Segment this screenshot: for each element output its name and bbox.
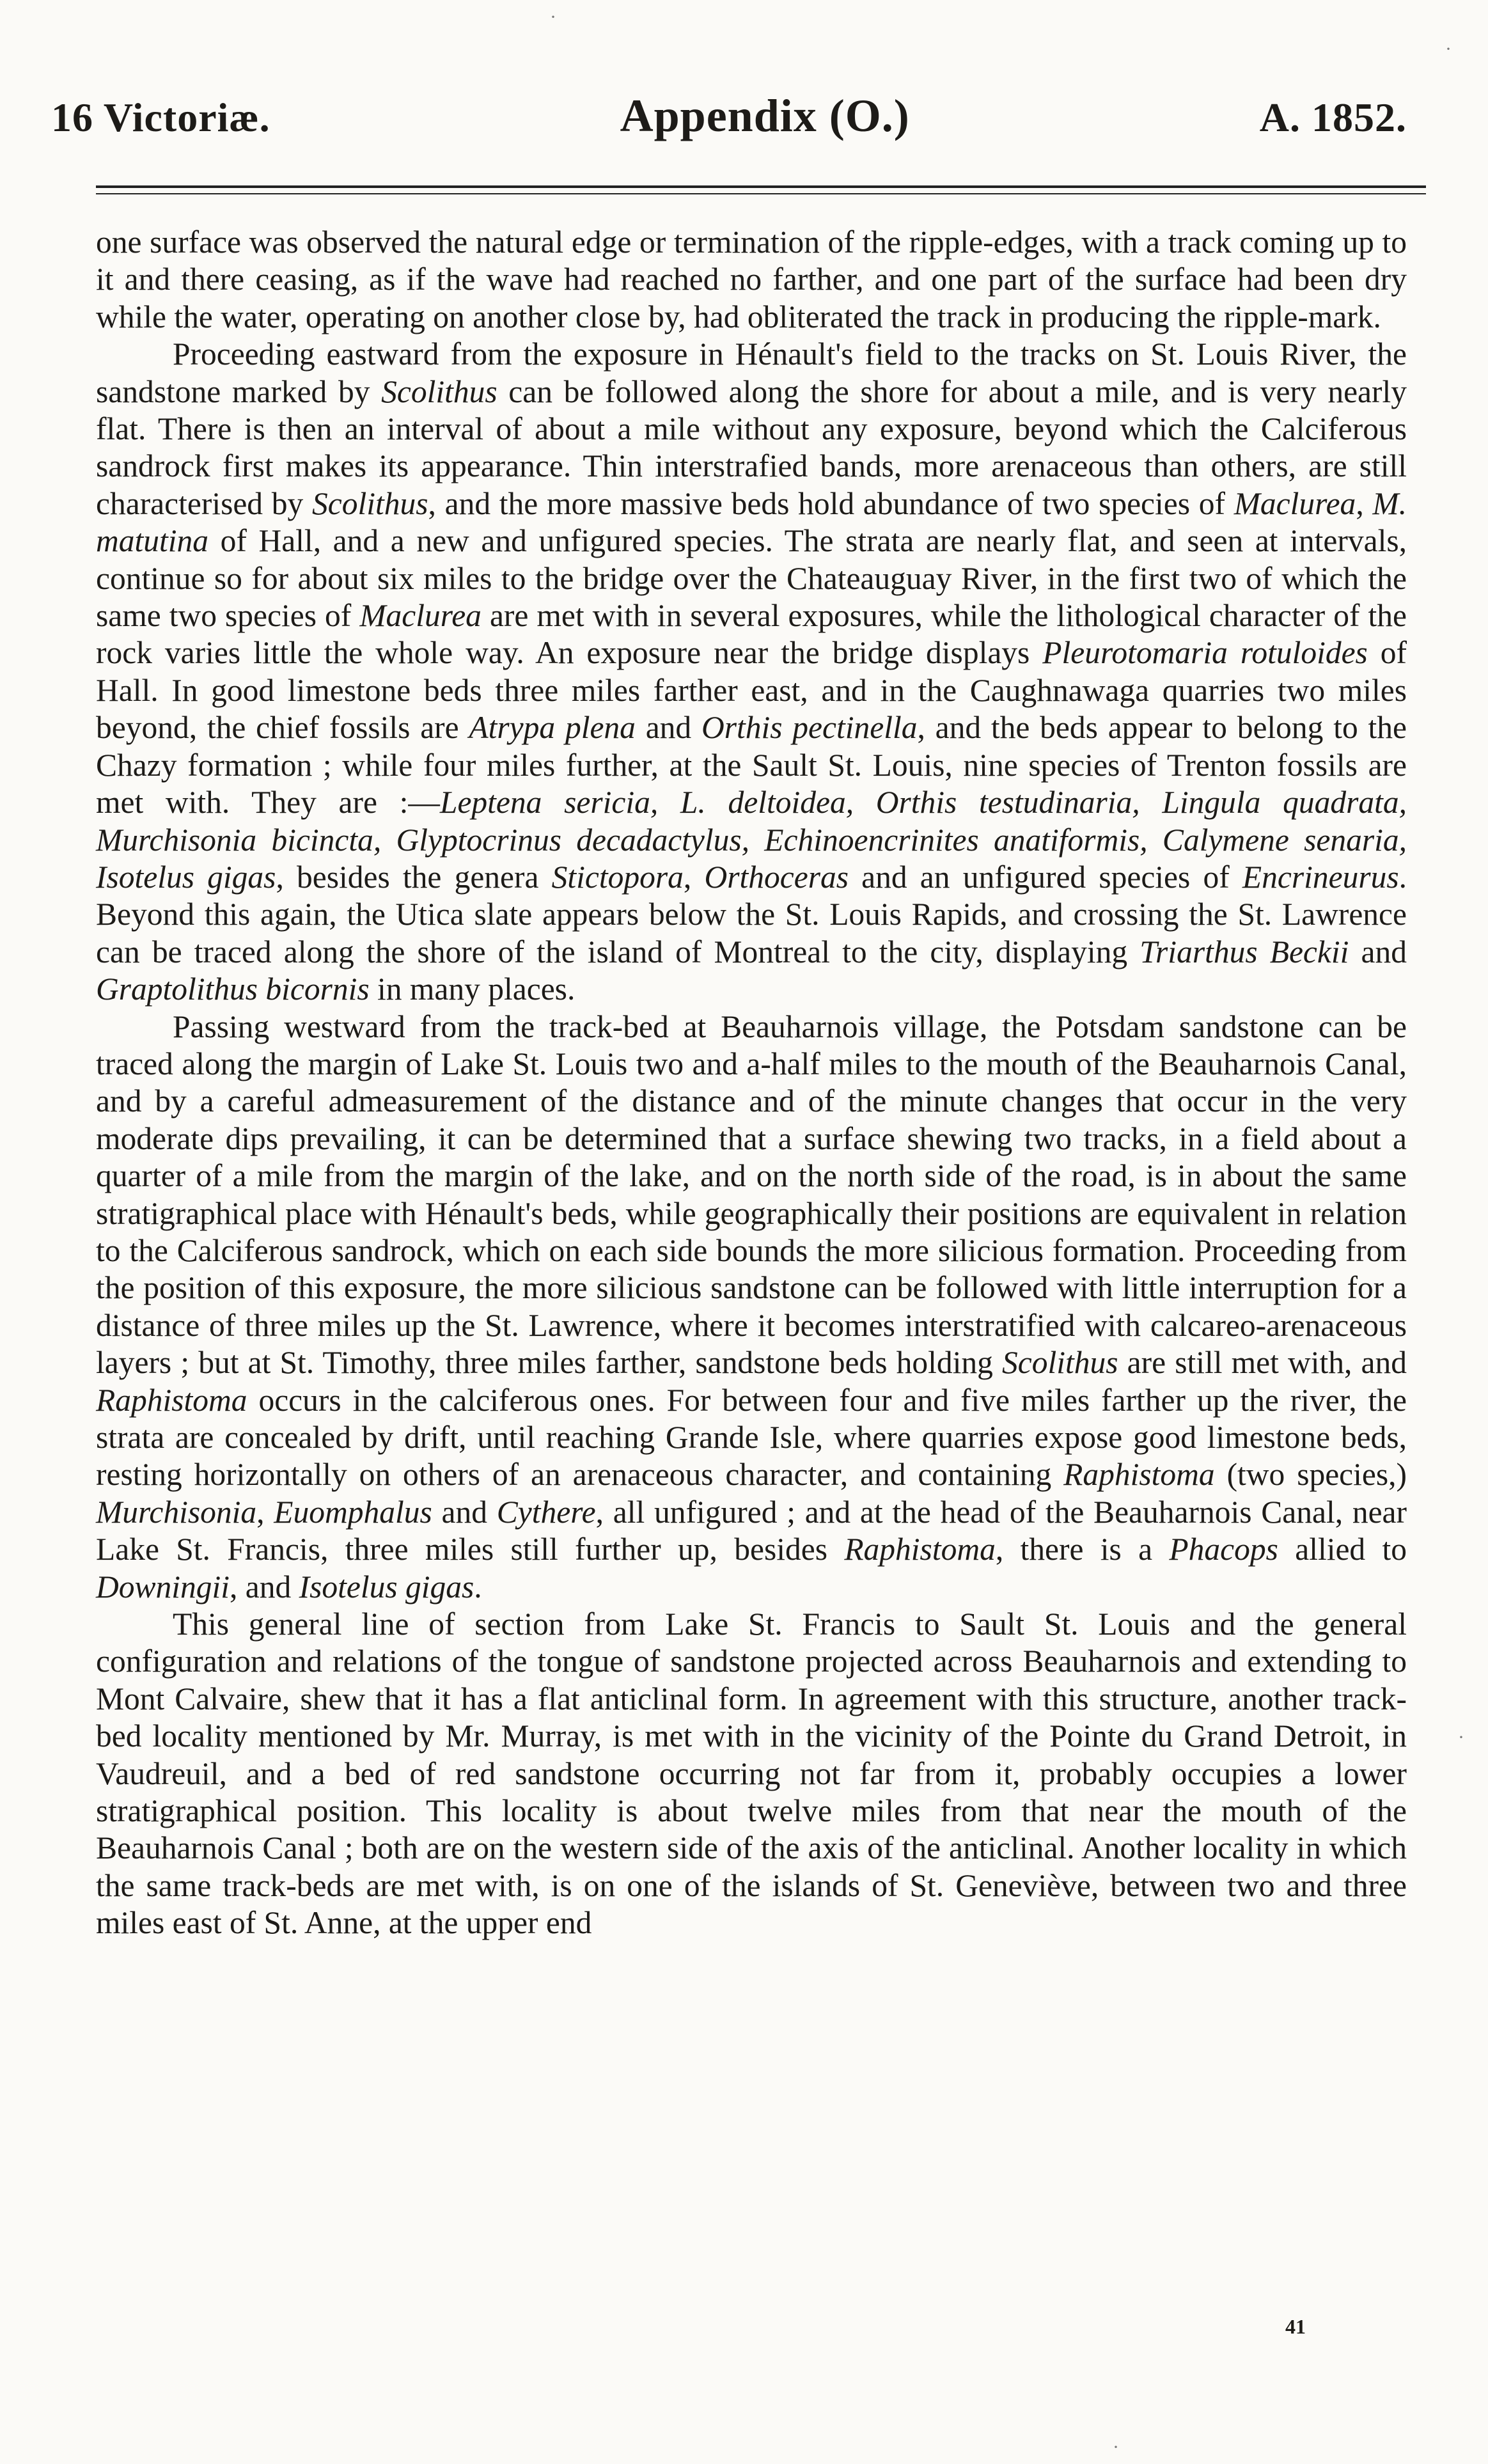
italic-taxon: Triarthus Beckii <box>1139 934 1349 969</box>
text-run: and <box>432 1494 497 1530</box>
header-year: A. 1852. <box>1259 95 1407 140</box>
print-speck: · <box>1445 38 1452 59</box>
text-run: , <box>683 859 705 895</box>
text-run: Proceeding eastward from the exposure in Hénault's field to the tracks on St. Louis River, the sandstone marked by <box>96 336 1407 409</box>
italic-taxon: Graptolithus bicornis <box>96 971 370 1007</box>
text-run: of Hall. In good limestone beds three miles farther east, and in the Caughnawaga quarries two miles beyond, the chief fossils are <box>96 635 1407 746</box>
paragraph <box>96 336 1407 1008</box>
italic-taxon: Encrineurus <box>1242 859 1399 895</box>
text-run: . <box>474 1569 482 1605</box>
text-run: of Hall, and a new and unfigured species. The strata are nearly flat, and seen at intervals, continue so for about six miles to the bridge over the Chateauguay River, in the first two of which the same two species of <box>96 523 1407 634</box>
italic-taxon: Atrypa plena <box>469 710 636 746</box>
header-appendix: Appendix (O.) <box>620 90 910 141</box>
italic-taxon: M. matutina <box>96 485 1407 559</box>
italic-taxon: Orthoceras <box>704 859 849 895</box>
text-run: are met with in several exposures, while the lithological character of the rock varies little the whole way. An exposure near the bridge displays <box>96 598 1407 671</box>
paragraph <box>96 1606 1407 1942</box>
italic-taxon: Maclurea <box>1233 485 1356 521</box>
page-number: 41 <box>1285 2315 1306 2338</box>
header-rule-thin <box>96 193 1426 194</box>
italic-taxon: Cythere <box>496 1494 596 1530</box>
italic-taxon: Raphistoma <box>1063 1457 1215 1493</box>
italic-taxon: Raphistoma <box>844 1532 996 1567</box>
running-header <box>51 90 1407 147</box>
paragraph <box>96 1008 1407 1606</box>
text-run: and <box>1349 934 1407 969</box>
text-run: are still met with, and <box>1118 1345 1407 1381</box>
italic-taxon: Leptena sericia, L. deltoidea, Orthis testudinaria, Lingula quadrata, Murchisonia bicincta, Glyptocrinus decadactylus, Echinoencrinites anatiformis, Calymene senaria, Isotelus gigas <box>96 785 1407 895</box>
text-run: , and the more massive beds hold abundance of two species of <box>428 485 1234 521</box>
print-speck: · <box>1113 2437 1119 2458</box>
italic-taxon: Euomphalus <box>274 1494 432 1530</box>
text-run: and an unfigured species of <box>848 859 1242 895</box>
text-run: Passing westward from the track-bed at Beauharnois village, the Potsdam sandstone can be traced along the margin of Lake St. Louis two and a-half miles to the mouth of the Beauharnois Canal, and by a careful admeasurement of the distance and of the minute changes that occur in the very moderate dips prevailing, it can be determined that a surface shewing two tracks, in a field about a quarter of a mile from the margin of the lake, and on the north side of the road, is in about the same stratigraphical place with Hénault's beds, while geographically their positions are equivalent in relation to the Calciferous sandrock, which on each side bounds the more silicious formation. Proceeding from the position of this exposure, the more silicious sandstone can be followed with little interruption for a distance of three miles up the St. Lawrence, where it becomes interstratified with calcareo-arenaceous layers ; but at St. Timothy, three miles farther, sandstone beds holding <box>96 1008 1407 1381</box>
italic-taxon: Maclurea <box>359 598 482 634</box>
text-run: and <box>635 710 701 746</box>
italic-taxon: Scolithus <box>312 485 428 521</box>
text-run: , besides the genera <box>276 859 552 895</box>
italic-taxon: Downingii <box>96 1569 230 1605</box>
text-run: , and the beds appear to belong to the Chazy formation ; while four miles further, at the Sault St. Louis, nine species of Trenton fossils are met with. They are :— <box>96 710 1407 820</box>
text-run: This general line of section from Lake St. Francis to Sault St. Louis and the general configuration and relations of the tongue of sandstone projected across Beauharnois and extending to Mont Calvaire, shew that it has a flat anticlinal form. In agreement with this structure, another track-bed locality mentioned by Mr. Murray, is met with in the vicinity of the Pointe du Grand Detroit, in Vaudreuil, and a bed of red sandstone occurring not far from it, probably occupies a lower stratigraphical position. This locality is about twelve miles from that near the mouth of the Beauharnois Canal ; both are on the western side of the axis of the anticlinal. Another locality in which the same track-beds are met with, is on one of the islands of St. Geneviève, between two and three miles east of St. Anne, at the upper end <box>96 1606 1407 1941</box>
italic-taxon: Phacops <box>1169 1532 1278 1567</box>
body-text <box>96 224 1407 1942</box>
italic-taxon: Pleurotomaria rotuloides <box>1042 635 1368 671</box>
text-run: , <box>1356 485 1373 521</box>
text-run: , <box>256 1494 274 1530</box>
print-speck: · <box>1458 1727 1464 1748</box>
header-session: 16 Victoriæ. <box>51 95 270 140</box>
italic-taxon: Raphistoma <box>96 1382 247 1418</box>
text-run: , and <box>230 1569 299 1605</box>
italic-taxon: Scolithus <box>1002 1345 1118 1381</box>
text-run: occurs in the calciferous ones. For between four and five miles farther up the river, the strata are concealed by drift, until reaching Grande Isle, where quarries expose good limestone beds, resting horizontally on others of an arenaceous character, and containing <box>96 1382 1407 1493</box>
text-run: can be followed along the shore for about a mile, and is very nearly flat. There is then an interval of about a mile without any exposure, beyond which the Calciferous sandrock first makes its appearance. Thin interstrafied bands, more arenaceous than others, are still characterised by <box>96 373 1407 521</box>
text-run: , there is a <box>995 1532 1170 1567</box>
italic-taxon: Stictopora <box>551 859 684 895</box>
text-run: , all unfigured ; and at the head of the Beauharnois Canal, near Lake St. Francis, three miles still further up, besides <box>96 1494 1407 1567</box>
print-speck: · <box>550 6 556 27</box>
italic-taxon: Orthis pectinella <box>701 710 918 746</box>
italic-taxon: Murchisonia <box>96 1494 257 1530</box>
text-run: one surface was observed the natural edge or termination of the ripple-edges, with a track coming up to it and there ceasing, as if the wave had reached no farther, and one part of the surface had been dry while the water, operating on another close by, had obliterated the track in producing the ripple-mark. <box>96 224 1407 334</box>
italic-taxon: Isotelus gigas <box>299 1569 474 1605</box>
text-run: (two species,) <box>1214 1457 1407 1493</box>
text-run: . Beyond this again, the Utica slate appears below the St. Louis Rapids, and crossing the St. Lawrence can be traced along the shore of the island of Montreal to the city, displaying <box>96 859 1407 969</box>
text-run: allied to <box>1278 1532 1407 1567</box>
paragraph <box>96 224 1407 336</box>
italic-taxon: Scolithus <box>381 373 497 409</box>
text-run: in many places. <box>369 971 576 1007</box>
header-rule-thick <box>96 185 1426 188</box>
